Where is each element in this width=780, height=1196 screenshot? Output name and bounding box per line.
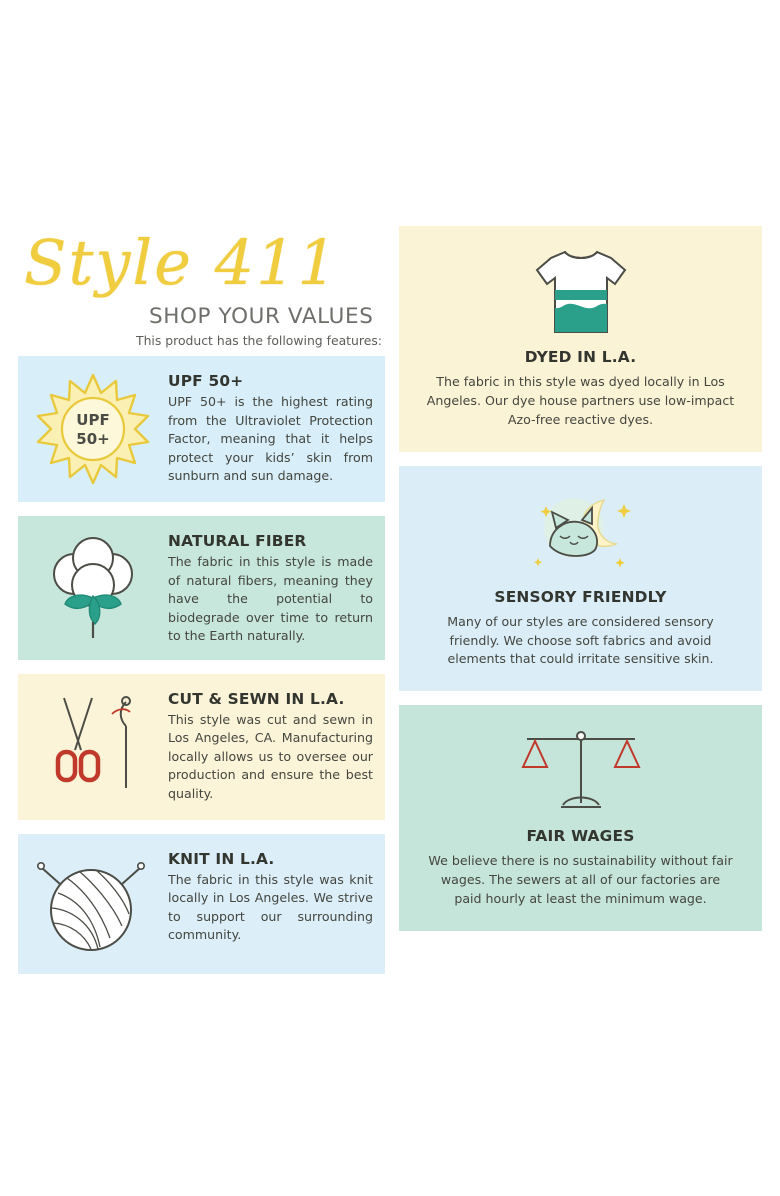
feature-description: The fabric in this style is made of natural fibers, meaning they have the potential to biodegrade over time to return to the Earth naturally. [168, 554, 373, 643]
feature-text-block [168, 848, 375, 945]
feature-description: We believe there is no sustainability without fair wages. The sewers at all of our factories are paid hourly at least the minimum wage. [428, 853, 733, 907]
feature-card-dyed [399, 226, 762, 452]
feature-description: This style was cut and sewn in Los Angeles, CA. Manufacturing locally allows us to oversee our production and ensure the best quality. [168, 711, 373, 801]
feature-description: Many of our styles are considered sensory friendly. We choose soft fabrics and avoid elements that could irritate sensitive skin. [447, 613, 714, 667]
yarn-ball-knitting-needles-icon [18, 848, 168, 960]
feature-text-block [168, 530, 375, 646]
brand-script-title: Style 411 [24, 226, 339, 299]
balance-scale-icon [425, 723, 736, 819]
feature-text-block [168, 688, 375, 804]
upf-badge-line1: UPF [76, 411, 110, 429]
feature-title: KNIT IN L.A. [168, 849, 275, 868]
feature-title: DYED IN L.A. [524, 348, 637, 366]
feature-text-block [168, 370, 375, 486]
feature-description: UPF 50+ is the highest rating from the Ultraviolet Protection Factor, meaning that it helps protect your kids’ skin from sunburn and sun damage. [168, 394, 373, 483]
brand-note: This product has the following features: [136, 333, 382, 348]
feature-title: SENSORY FRIENDLY [494, 587, 667, 606]
feature-card-fair-wages [399, 705, 762, 931]
cotton-boll-icon [18, 532, 168, 644]
feature-card-knit [18, 834, 385, 974]
upf-badge-line2: 50+ [76, 430, 110, 448]
sun-upf-badge-icon [18, 370, 168, 488]
feature-card-natural-fiber [18, 516, 385, 660]
right-column [399, 226, 762, 945]
feature-card-cut-and-sewn [18, 674, 385, 820]
feature-title: FAIR WAGES [526, 827, 635, 846]
scissors-and-needle-icon [18, 688, 168, 806]
feature-title: CUT & SEWN IN L.A. [168, 689, 345, 708]
brand-header [18, 226, 385, 356]
feature-description: The fabric in this style was knit locally in Los Angeles. We strive to support our surrounding community. [168, 871, 373, 942]
feature-description: The fabric in this style was dyed locally in Los Angeles. Our dye house partners use low-impact Azo-free reactive dyes. [426, 374, 735, 427]
feature-title: NATURAL FIBER [168, 532, 307, 550]
feature-card-upf [18, 356, 385, 502]
dyed-tshirt-icon [425, 244, 736, 340]
feature-title: UPF 50+ [168, 372, 244, 390]
feature-card-sensory-friendly [399, 466, 762, 692]
brand-subtitle: SHOP YOUR VALUES [149, 304, 374, 329]
infographic-canvas [18, 226, 762, 972]
sleeping-cat-moon-icon [425, 484, 736, 580]
left-column [18, 226, 385, 988]
